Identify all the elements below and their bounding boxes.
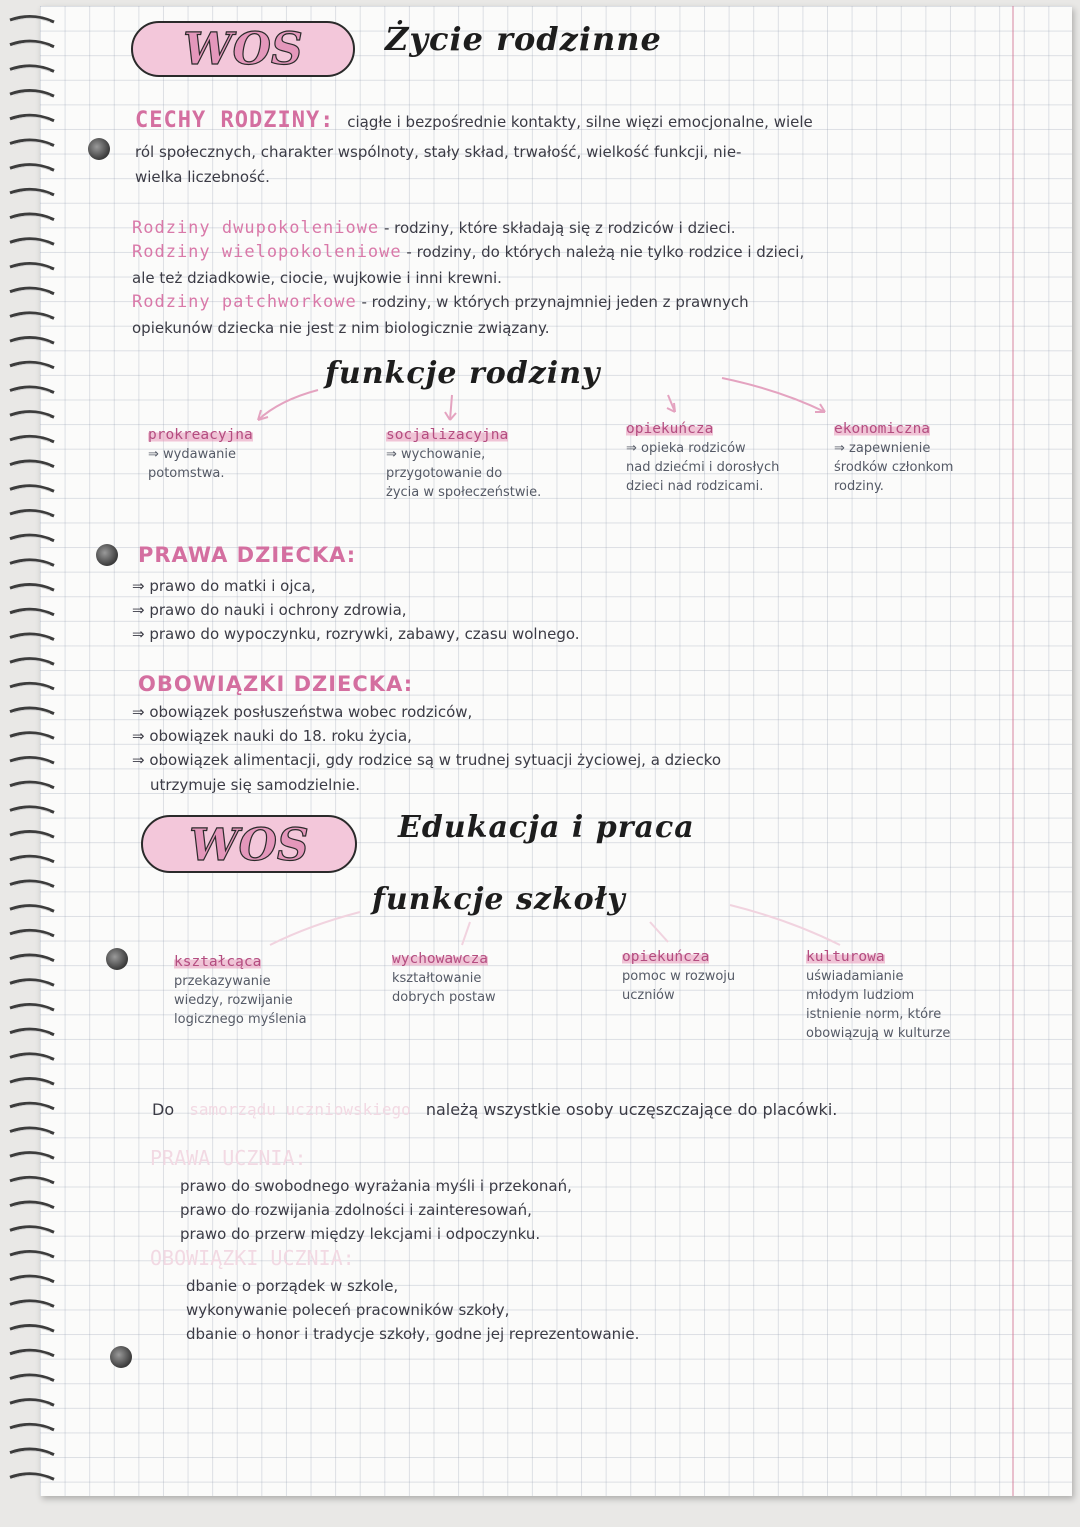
funkcja-line: ⇒ wychowanie, — [386, 447, 486, 462]
cechy-label: CECHY RODZINY: — [135, 108, 335, 133]
page-title: Życie rodzinne — [385, 20, 662, 58]
funkcja-line: kształtowanie — [392, 971, 482, 986]
funkcja-szkoly — [622, 946, 735, 1005]
funkcja-szkoly — [392, 948, 496, 1007]
funkcje-szkoly-title: funkcje szkoły — [372, 882, 626, 917]
funkcja-line: ⇒ zapewnienie — [834, 441, 931, 456]
section-title: Edukacja i praca — [398, 810, 695, 845]
funkcja-name: socjalizacyjna — [386, 427, 509, 443]
cechy-line-1: CECHY RODZINY: ciągłe i bezpośrednie kontakty, silne więzi emocjonalne, wiele — [135, 108, 813, 133]
cechy-line-2: ról społecznych, charakter wspólnoty, stały skład, trwałość, wielkość funkcji, nie- — [135, 143, 742, 161]
obowiazki-ucznia-item: dbanie o porządek w szkole, — [186, 1277, 399, 1295]
funkcja-name: prokreacyjna — [148, 427, 253, 443]
prawa-ucznia-item: prawo do swobodnego wyrażania myśli i przekonań, — [180, 1177, 572, 1195]
funkcja-line: pomoc w rozwoju — [622, 969, 736, 984]
rodzina-type-2: Rodziny wielopokoleniowe - rodziny, do których należą nie tylko rodzice i dzieci, — [132, 242, 805, 262]
funkcja-line: logicznego myślenia — [174, 1012, 307, 1027]
logo-text: WOS — [183, 24, 303, 75]
funkcja-name: opiekuńcza — [622, 949, 710, 965]
funkcja-line: dzieci nad rodzicami. — [626, 479, 764, 494]
funkcja-line: uświadamianie — [806, 969, 904, 984]
funkcja-szkoly — [806, 946, 950, 1043]
funkcja-szkoly — [174, 951, 307, 1029]
samorzad-line: Do samorządu uczniowskiego należą wszystkie osoby uczęszczające do placówki. — [152, 1100, 838, 1119]
funkcja-line: życia w społeczeństwie. — [386, 485, 542, 500]
funkcja-line: istnienie norm, które — [806, 1007, 942, 1022]
funkcja-name: wychowawcza — [392, 951, 489, 967]
prawa-ucznia-item: prawo do rozwijania zdolności i zainteresowań, — [180, 1201, 532, 1219]
prawa-item: ⇒ prawo do nauki i ochrony zdrowia, — [132, 601, 407, 619]
rodzina-type-3: Rodziny patchworkowe - rodziny, w których przynajmniej jeden z prawnych — [132, 292, 749, 312]
prawa-item: ⇒ prawo do wypoczynku, rozrywki, zabawy, czasu wolnego. — [132, 625, 580, 643]
funkcja-name: kształcąca — [174, 954, 262, 970]
funkcja-line: młodym ludziom — [806, 988, 915, 1003]
obowiazki-ucznia-label: OBOWIĄZKI UCZNIA: — [150, 1246, 355, 1270]
obowiazki-item: ⇒ obowiązek posłuszeństwa wobec rodziców, — [132, 703, 473, 721]
funkcja-name: kulturowa — [806, 949, 885, 965]
funkcja-line: rodziny. — [834, 479, 884, 494]
prawa-ucznia-label: PRAWA UCZNIA: — [150, 1146, 307, 1170]
rodzina-type-1: Rodziny dwupokoleniowe - rodziny, które składają się z rodziców i dzieci. — [132, 218, 736, 238]
funkcja-line: nad dziećmi i dorosłych — [626, 460, 780, 475]
cechy-line-3: wielka liczebność. — [135, 168, 270, 186]
obowiazki-ucznia-item: dbanie o honor i tradycje szkoły, godne jej reprezentowanie. — [186, 1325, 640, 1343]
prawa-item: ⇒ prawo do matki i ojca, — [132, 577, 316, 595]
funkcja-line: ⇒ wydawanie — [148, 447, 237, 462]
prawa-dziecka-label: PRAWA DZIECKA: — [138, 543, 357, 567]
obowiazki-item: utrzymuje się samodzielnie. — [150, 776, 360, 794]
rodzina-type-2-cont: ale też dziadkowie, ciocie, wujkowie i inni krewni. — [132, 269, 502, 287]
funkcja-line: ⇒ opieka rodziców — [626, 441, 746, 456]
funkcja-line: obowiązują w kulturze — [806, 1026, 951, 1041]
obowiazki-dziecka-label: OBOWIĄZKI DZIECKA: — [138, 672, 414, 696]
obowiazki-item: ⇒ obowiązek alimentacji, gdy rodzice są w trudnej sytuacji życiowej, a dziecko — [132, 751, 722, 769]
funkcja-line: środków członkom — [834, 460, 954, 475]
funkcje-rodziny-title: funkcje rodziny — [325, 356, 601, 391]
rodzina-type-3-cont: opiekunów dziecka nie jest z nim biologicznie związany. — [132, 319, 550, 337]
obowiazki-ucznia-item: wykonywanie poleceń pracowników szkoły, — [186, 1301, 510, 1319]
funkcja-line: przygotowanie do — [386, 466, 503, 481]
funkcja-name: opiekuńcza — [626, 421, 714, 437]
logo-text: WOS — [189, 820, 309, 871]
funkcja-line: przekazywanie — [174, 974, 271, 989]
prawa-ucznia-item: prawo do przerw między lekcjami i odpoczynku. — [180, 1225, 541, 1243]
funkcja-line: dobrych postaw — [392, 990, 496, 1005]
obowiazki-item: ⇒ obowiązek nauki do 18. roku życia, — [132, 727, 412, 745]
funkcja-line: potomstwa. — [148, 466, 225, 481]
funkcja-line: wiedzy, rozwijanie — [174, 993, 293, 1008]
funkcja-line: uczniów — [622, 988, 675, 1003]
funkcja-name: ekonomiczna — [834, 421, 931, 437]
